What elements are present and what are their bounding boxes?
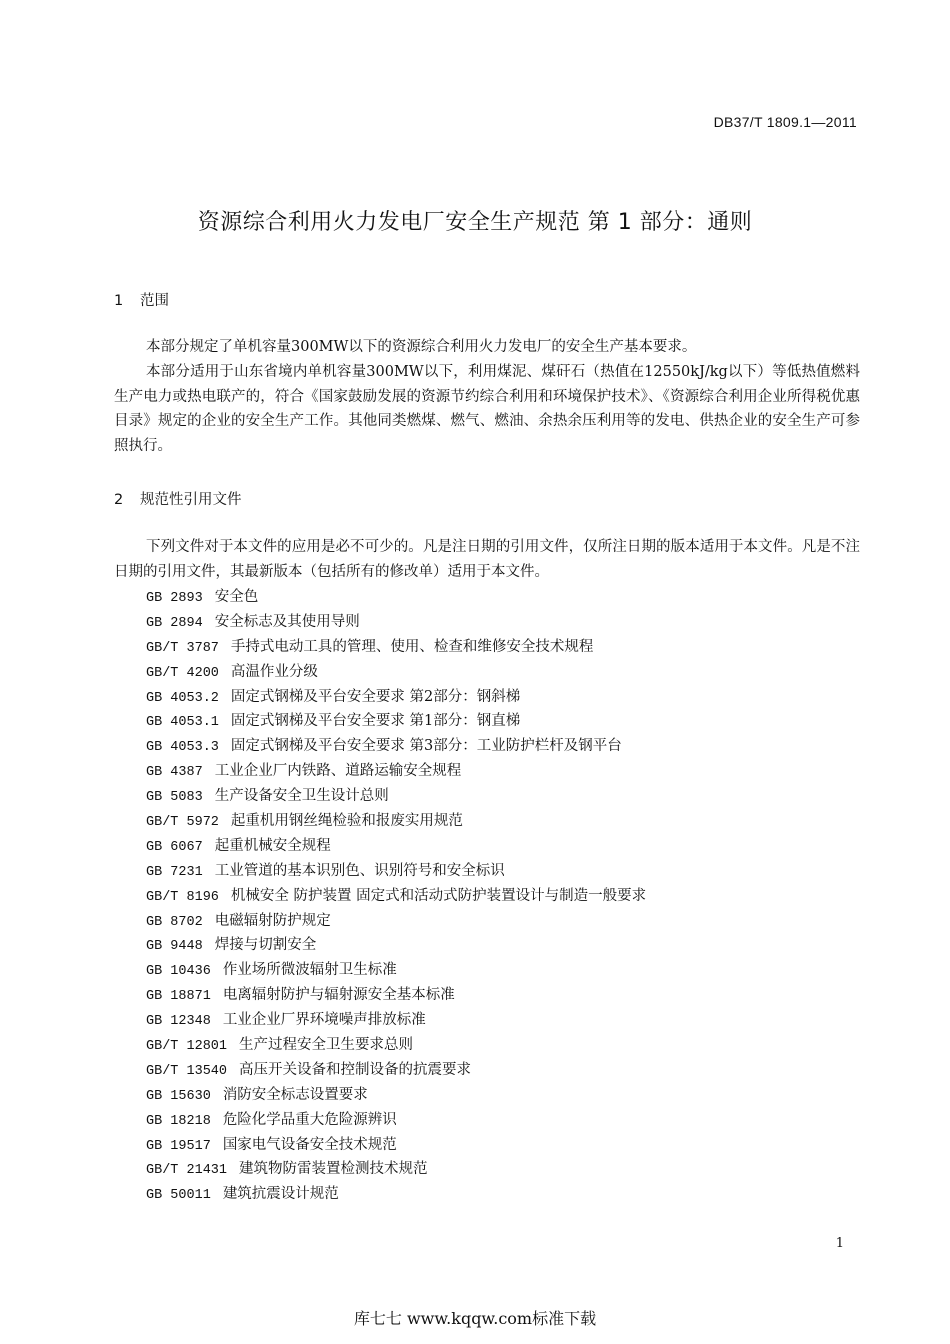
reference-title: 建筑抗震设计规范 [222, 1186, 339, 1203]
reference-code: GB 5083 [146, 790, 203, 806]
reference-title: 生产过程安全卫生要求总则 [239, 1037, 414, 1054]
reference-title: 焊接与切割安全 [214, 937, 317, 954]
reference-title: 消防安全标志设置要求 [222, 1086, 368, 1103]
reference-title: 起重机用钢丝绳检验和报废实用规范 [230, 813, 463, 830]
reference-title: 固定式钢梯及平台安全要求 第3部分：工业防护栏杆及钢平台 [230, 738, 622, 755]
section-title: 范围 [140, 293, 169, 309]
reference-title: 机械安全 防护装置 固定式和活动式防护装置设计与制造一般要求 [230, 887, 647, 904]
reference-title: 安全标志及其使用导则 [214, 613, 360, 630]
reference-item [146, 1108, 646, 1133]
reference-title: 安全色 [214, 589, 259, 605]
scope-paragraph: 本部分规定了单机容量300MW以下的资源综合利用火力发电厂的安全生产基本要求。 [146, 339, 697, 355]
reference-code: GB 18218 [146, 1113, 211, 1129]
reference-title: 固定式钢梯及平台安全要求 第2部分：钢斜梯 [230, 688, 521, 705]
reference-item [146, 635, 646, 660]
reference-code: GB 4387 [146, 765, 203, 781]
reference-item [146, 1133, 646, 1158]
reference-code: GB 15630 [146, 1088, 211, 1104]
reference-item [146, 610, 646, 635]
reference-item [146, 834, 646, 859]
reference-code: GB 4053.1 [146, 715, 219, 731]
reference-code: GB/T 13540 [146, 1063, 228, 1079]
reference-code: GB 4053.3 [146, 740, 219, 756]
reference-title: 工业企业厂界环境噪声排放标准 [222, 1012, 426, 1029]
reference-item [146, 1058, 646, 1083]
reference-code: GB/T 5972 [146, 815, 219, 831]
reference-title: 建筑物防雷装置检测技术规范 [239, 1161, 428, 1178]
reference-code: GB 8702 [146, 914, 203, 930]
reference-item [146, 1083, 646, 1108]
reference-code: GB/T 4200 [146, 665, 219, 681]
reference-item [146, 1182, 646, 1207]
document-code: DB37/T 1809.1—2011 [713, 114, 857, 130]
reference-title: 电离辐射防护与辐射源安全基本标准 [222, 987, 455, 1004]
reference-item [146, 1033, 646, 1058]
reference-title: 高温作业分级 [230, 663, 318, 680]
reference-code: GB 12348 [146, 1014, 211, 1030]
reference-item [146, 685, 646, 710]
reference-item [146, 709, 646, 734]
reference-item [146, 660, 646, 685]
page-number: 1 [835, 1236, 844, 1251]
reference-item [146, 734, 646, 759]
reference-item [146, 884, 646, 909]
reference-code: GB 19517 [146, 1138, 211, 1154]
reference-item [146, 1157, 646, 1182]
reference-title: 工业企业厂内铁路、道路运输安全规程 [214, 763, 462, 780]
reference-title: 固定式钢梯及平台安全要求 第1部分：钢直梯 [230, 713, 521, 730]
reference-code: GB 9448 [146, 939, 203, 955]
reference-title: 电磁辐射防护规定 [214, 912, 331, 929]
reference-title: 国家电气设备安全技术规范 [222, 1136, 397, 1153]
section-2-heading [114, 488, 242, 509]
reference-title: 工业管道的基本识别色、识别符号和安全标识 [214, 862, 505, 879]
section-number: 1 [114, 293, 124, 309]
section-1-heading [114, 289, 169, 310]
reference-code: GB 50011 [146, 1188, 211, 1204]
normative-references-list [146, 585, 646, 1207]
reference-code: GB/T 8196 [146, 889, 219, 905]
reference-title: 生产设备安全卫生设计总则 [214, 788, 389, 805]
reference-item [146, 933, 646, 958]
references-intro-paragraph: 下列文件对于本文件的应用是必不可少的。凡是注日期的引用文件，仅所注日期的版本适用于本文件。凡是不注日期的引用文件，其最新版本（包括所有的修改单）适用于本文件。 [114, 539, 860, 580]
section-title: 规范性引用文件 [140, 492, 242, 508]
reference-title: 作业场所微波辐射卫生标准 [222, 962, 397, 979]
reference-title: 高压开关设备和控制设备的抗震要求 [239, 1061, 472, 1078]
reference-code: GB 2893 [146, 591, 203, 606]
reference-code: GB/T 21431 [146, 1163, 228, 1179]
reference-item [146, 909, 646, 934]
reference-item [146, 859, 646, 884]
reference-item [146, 958, 646, 983]
reference-item [146, 809, 646, 834]
reference-code: GB/T 12801 [146, 1039, 228, 1055]
reference-title: 起重机械安全规程 [214, 837, 331, 854]
reference-code: GB 18871 [146, 989, 211, 1005]
reference-code: GB 7231 [146, 864, 203, 880]
watermark-link[interactable]: 库七七 www.kqqw.com标准下载 [353, 1309, 597, 1328]
reference-code: GB 4053.2 [146, 690, 219, 706]
reference-title: 手持式电动工具的管理、使用、检查和维修安全技术规程 [230, 638, 594, 655]
scope-paragraph: 本部分适用于山东省境内单机容量300MW以下，利用煤泥、煤矸石（热值在12550kJ/kg以下）等低热值燃料生产电力或热电联产的，符合《国家鼓励发展的资源节约综合利用和环境保护技术》、《资源综合利用企业所得税优惠目录》规定的企业的安全生产工作。其他同类燃煤、燃气、燃油、余热余压利用等的发电、供热企业的安全生产可参照执行。 [114, 364, 860, 454]
reference-item [146, 784, 646, 809]
reference-item [146, 983, 646, 1008]
reference-title: 危险化学品重大危险源辨识 [222, 1111, 397, 1128]
reference-code: GB 10436 [146, 964, 211, 980]
reference-code: GB 2894 [146, 615, 203, 631]
reference-item [146, 759, 646, 784]
document-title: 资源综合利用火力发电厂安全生产规范 第 1 部分：通则 [197, 210, 753, 235]
reference-item [146, 585, 646, 610]
reference-code: GB 6067 [146, 839, 203, 855]
reference-code: GB/T 3787 [146, 640, 219, 656]
section-number: 2 [114, 492, 124, 508]
reference-item [146, 1008, 646, 1033]
